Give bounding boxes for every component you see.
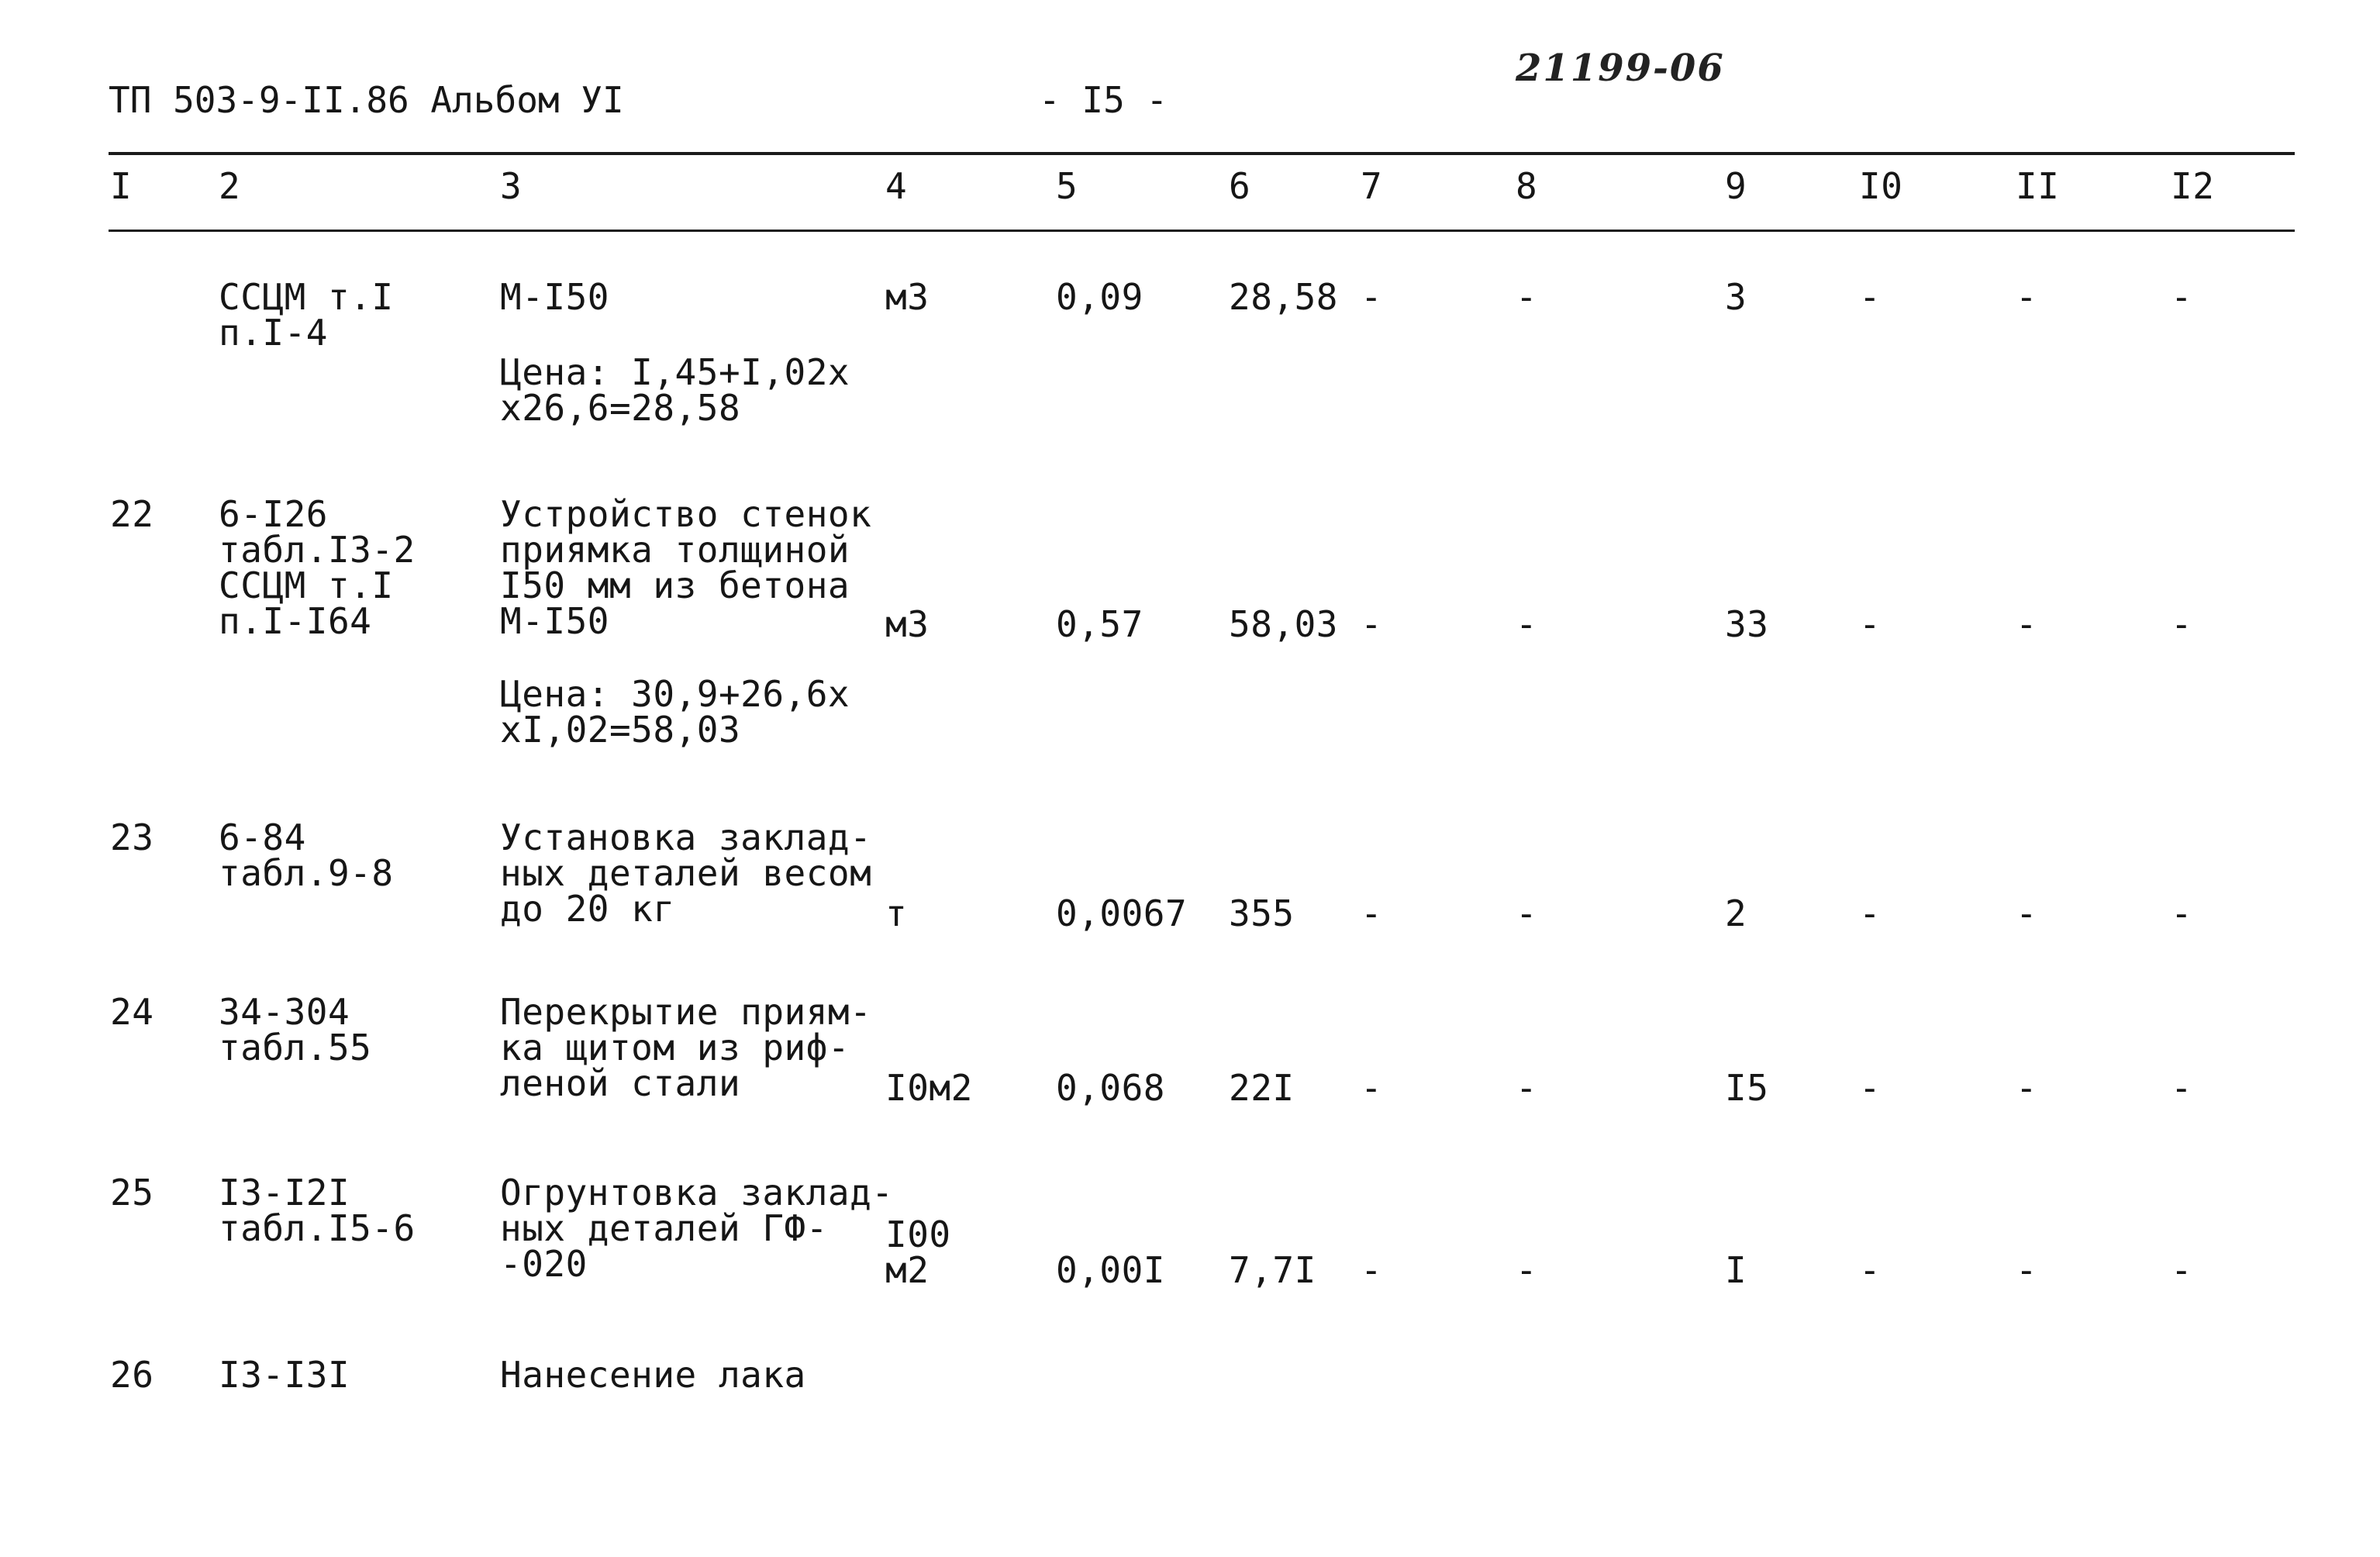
work-description-line: I50 мм из бетона: [500, 564, 850, 606]
column-header-2: 2: [219, 165, 241, 207]
col9-value: 3: [1725, 276, 1747, 318]
price-calculation-line: х26,6=28,58: [500, 387, 741, 429]
col12-value: -: [2171, 892, 2193, 934]
work-description-line: -020: [500, 1243, 588, 1285]
unit-price-value: 7,7I: [1229, 1249, 1316, 1291]
norm-code-line: табл.I5-6: [219, 1207, 416, 1249]
unit-price-value: 58,03: [1229, 603, 1338, 645]
col8-value: -: [1516, 276, 1538, 318]
table-top-rule: [109, 152, 2295, 155]
unit-of-measure: м2: [885, 1249, 930, 1291]
norm-code-line: табл.55: [219, 1027, 372, 1068]
unit-of-measure: I0м2: [885, 1067, 973, 1109]
column-header-3: 3: [500, 165, 523, 207]
col10-value: -: [1859, 1067, 1882, 1109]
norm-code-line: табл.9-8: [219, 852, 394, 894]
row-number: 22: [110, 493, 154, 535]
row-number: 26: [110, 1354, 154, 1396]
norm-code-line: 6-I26: [219, 493, 328, 535]
quantity-value: 0,57: [1056, 603, 1143, 645]
col10-value: -: [1859, 1249, 1882, 1291]
col8-value: -: [1516, 1067, 1538, 1109]
col11-value: -: [2016, 276, 2038, 318]
column-header-8: 8: [1516, 165, 1538, 207]
col9-value: I5: [1725, 1067, 1769, 1109]
col12-value: -: [2171, 1067, 2193, 1109]
col8-value: -: [1516, 892, 1538, 934]
row-number: 23: [110, 816, 154, 858]
col11-value: -: [2016, 1067, 2038, 1109]
work-description-line: Установка заклад-: [500, 816, 872, 858]
col10-value: -: [1859, 603, 1882, 645]
unit-price-value: 22I: [1229, 1067, 1295, 1109]
work-description-line: Огрунтовка заклад-: [500, 1172, 894, 1213]
col7-value: -: [1361, 276, 1383, 318]
col12-value: -: [2171, 1249, 2193, 1291]
quantity-value: 0,00I: [1056, 1249, 1165, 1291]
work-description-line: до 20 кг: [500, 888, 675, 930]
col7-value: -: [1361, 1249, 1383, 1291]
unit-of-measure: т: [885, 892, 908, 934]
handwritten-code: 21199-06: [1516, 47, 1725, 90]
work-description-line: М-I50: [500, 276, 609, 318]
norm-code-line: п.I-4: [219, 312, 328, 354]
work-description-line: Перекрытие приям-: [500, 991, 872, 1033]
quantity-value: 0,09: [1056, 276, 1143, 318]
col9-value: I: [1725, 1249, 1747, 1291]
col10-value: -: [1859, 892, 1882, 934]
price-calculation-line: Цена: 30,9+26,6х: [500, 673, 850, 715]
col11-value: -: [2016, 603, 2038, 645]
norm-code-line: ССЦМ т.I: [219, 564, 394, 606]
col7-value: -: [1361, 1067, 1383, 1109]
column-header-6: 6: [1229, 165, 1251, 207]
norm-code-line: 34-304: [219, 991, 350, 1033]
norm-code-line: 6-84: [219, 816, 306, 858]
col12-value: -: [2171, 603, 2193, 645]
col11-value: -: [2016, 1249, 2038, 1291]
price-calculation-line: хI,02=58,03: [500, 709, 741, 751]
col9-value: 33: [1725, 603, 1769, 645]
norm-code-line: I3-I2I: [219, 1172, 350, 1213]
column-header-11: II: [2016, 165, 2060, 207]
norm-code-line: ССЦМ т.I: [219, 276, 394, 318]
work-description-line: ных деталей весом: [500, 852, 872, 894]
work-description-line: Устройство стенок: [500, 493, 872, 535]
unit-price-value: 355: [1229, 892, 1295, 934]
quantity-value: 0,068: [1056, 1067, 1165, 1109]
column-header-5: 5: [1056, 165, 1078, 207]
col8-value: -: [1516, 1249, 1538, 1291]
page-number: - I5 -: [1039, 79, 1168, 121]
col8-value: -: [1516, 603, 1538, 645]
column-header-12: I2: [2171, 165, 2215, 207]
work-description-line: леной стали: [500, 1062, 741, 1104]
work-description-line: ка щитом из риф-: [500, 1027, 850, 1068]
col10-value: -: [1859, 276, 1882, 318]
work-description-line: М-I50: [500, 600, 609, 642]
col7-value: -: [1361, 892, 1383, 934]
column-header-4: 4: [885, 165, 908, 207]
column-header-9: 9: [1725, 165, 1747, 207]
column-header-7: 7: [1361, 165, 1383, 207]
unit-of-measure: м3: [885, 603, 930, 645]
document-reference: ТП 503-9-II.86 Альбом УI: [109, 79, 624, 121]
work-description-line: ных деталей ГФ-: [500, 1207, 828, 1249]
work-description-line: приямка толщиной: [500, 529, 850, 571]
unit-of-measure: м3: [885, 276, 930, 318]
row-number: 25: [110, 1172, 154, 1213]
col9-value: 2: [1725, 892, 1747, 934]
unit-price-value: 28,58: [1229, 276, 1338, 318]
col12-value: -: [2171, 276, 2193, 318]
row-number: 24: [110, 991, 154, 1033]
col11-value: -: [2016, 892, 2038, 934]
unit-of-measure: I00: [885, 1213, 951, 1255]
norm-code-line: табл.I3-2: [219, 529, 416, 571]
table-header-bottom-rule: [109, 230, 2295, 232]
price-calculation-line: Цена: I,45+I,02х: [500, 351, 850, 393]
norm-code-line: п.I-I64: [219, 600, 372, 642]
col7-value: -: [1361, 603, 1383, 645]
column-header-1: I: [110, 165, 133, 207]
quantity-value: 0,0067: [1056, 892, 1188, 934]
work-description-line: Нанесение лака: [500, 1354, 806, 1396]
column-header-10: I0: [1859, 165, 1903, 207]
norm-code-line: I3-I3I: [219, 1354, 350, 1396]
